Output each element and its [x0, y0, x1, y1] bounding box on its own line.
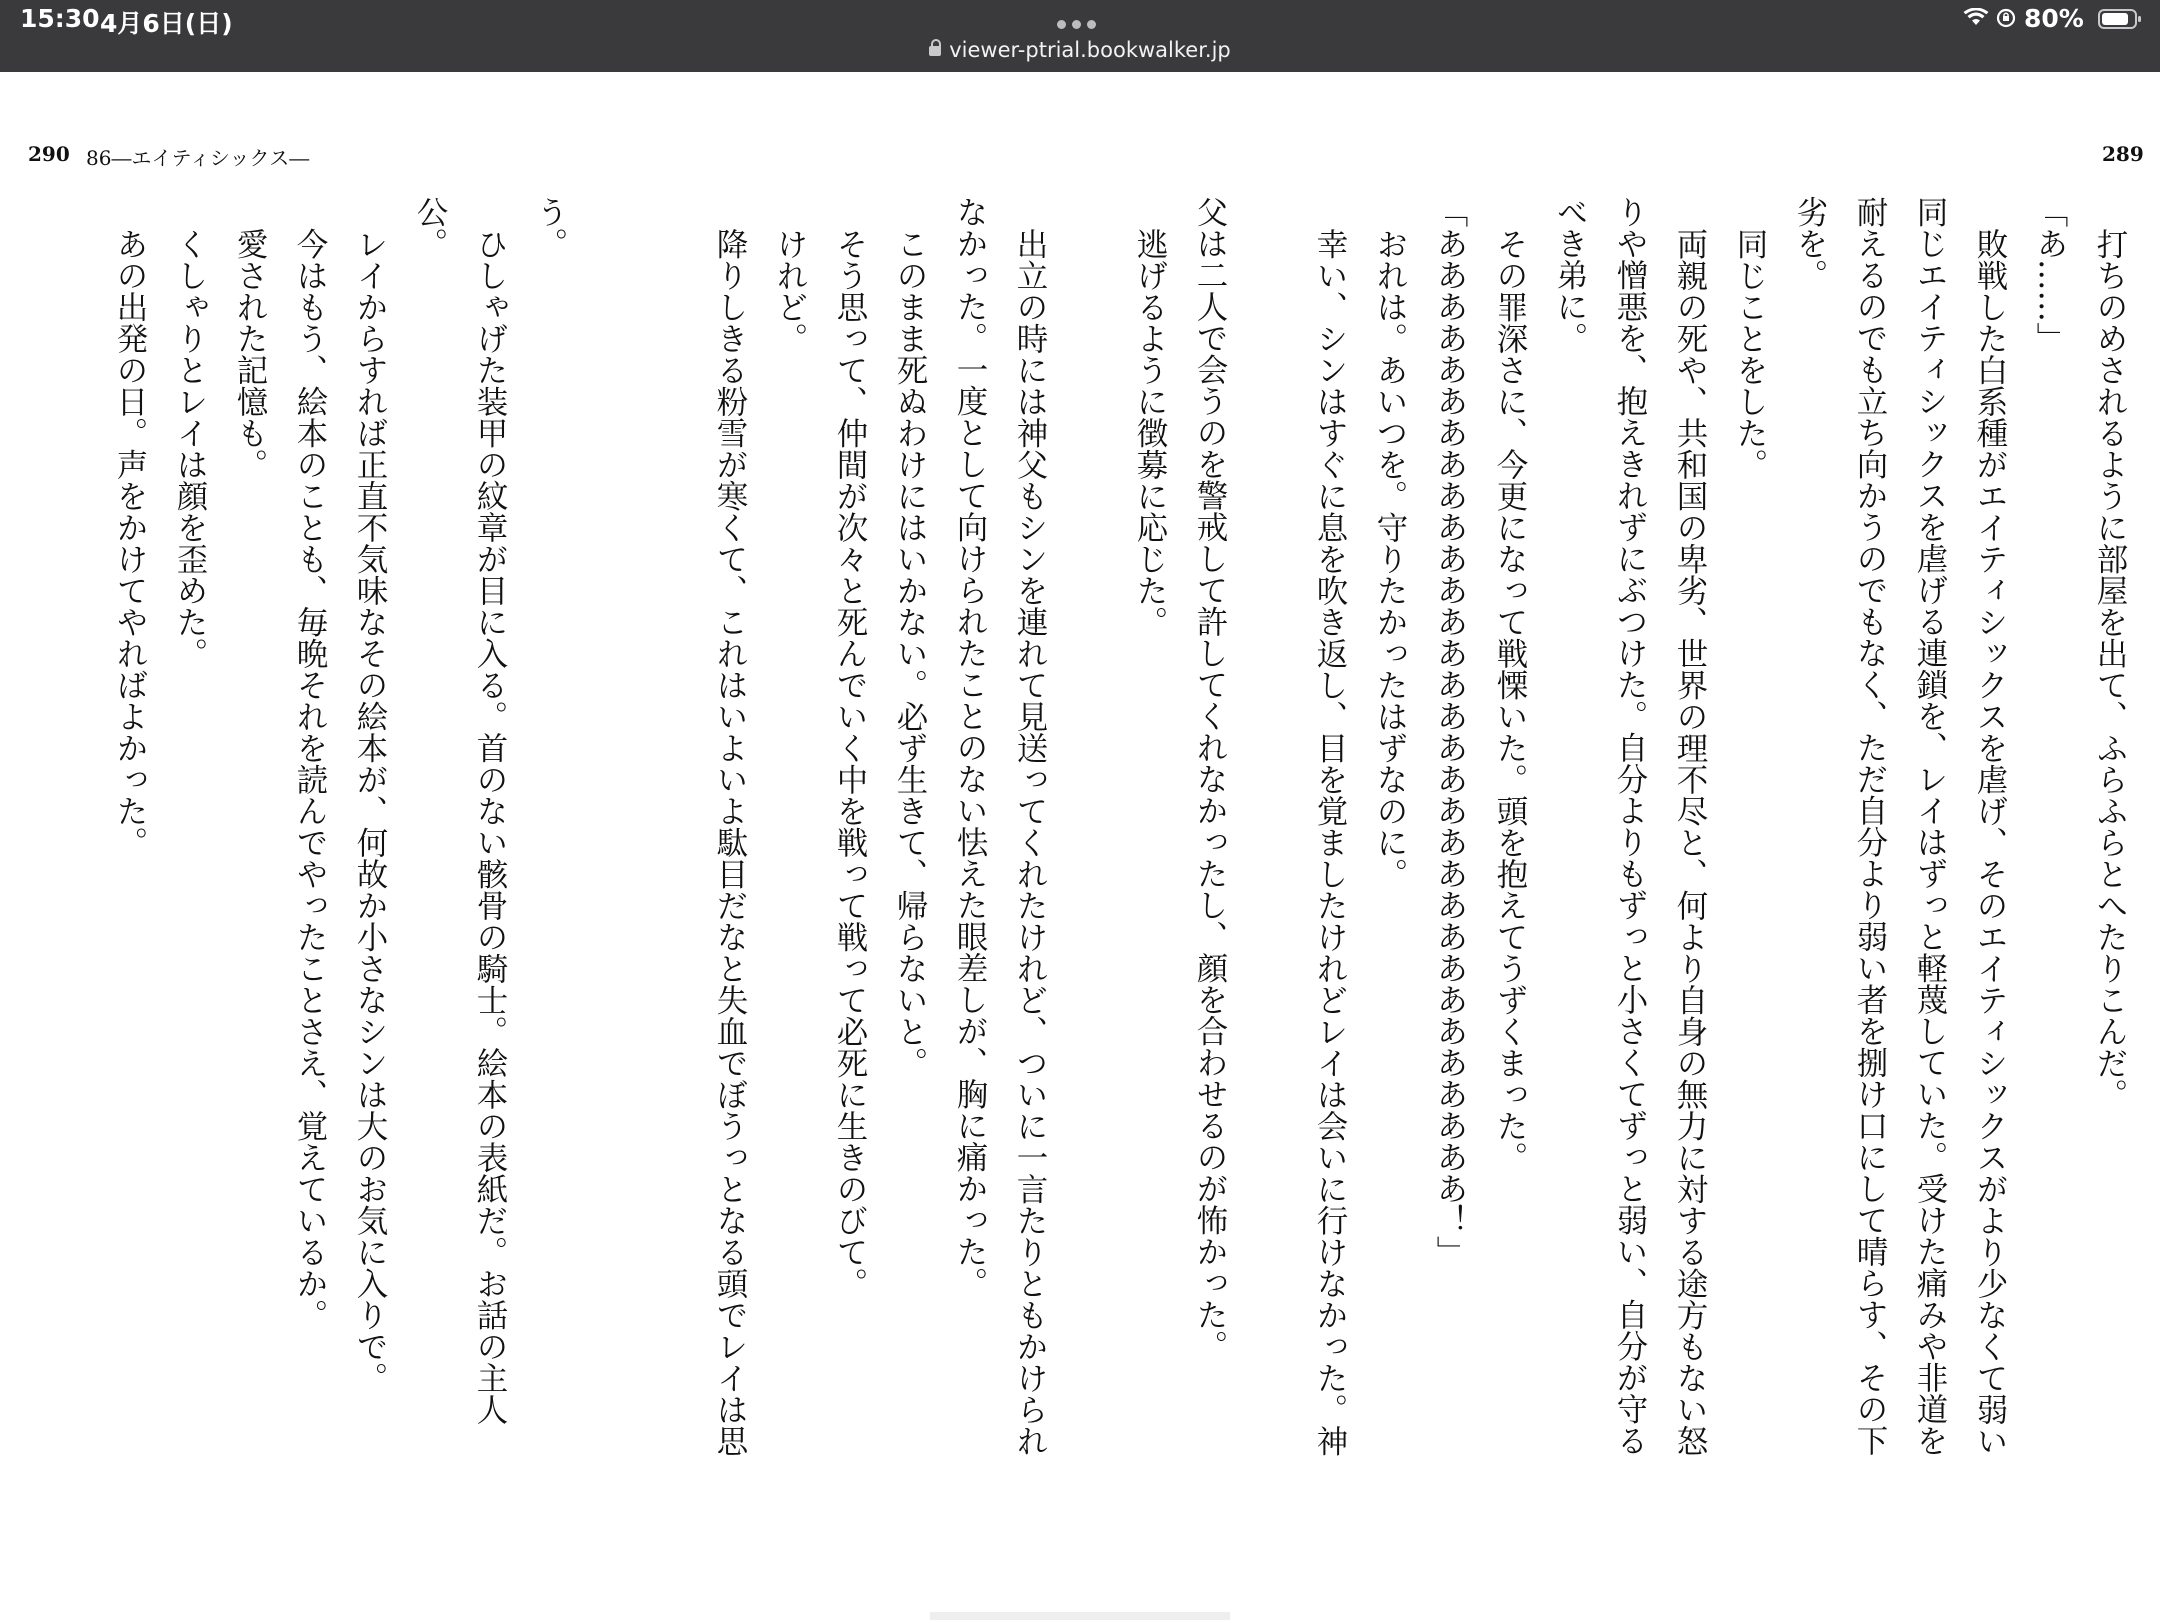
text-line: 「あああああああああああああああああああああああああああああああ！」 — [1432, 196, 1468, 1267]
text-line: 逃げるように徴募に応じた。 — [1132, 227, 1168, 637]
text-line: 今はもう、絵本のことも、毎晩それを読んでやったことさえ、覚えているか。 — [292, 227, 328, 1330]
wifi-icon — [1963, 8, 1989, 26]
status-date: 4月6日(日) — [100, 9, 233, 38]
text-line: なかった。一度として向けられたことのない怯えた眼差しが、胸に痛かった。 — [952, 196, 988, 1299]
text-line: 幸い、シンはすぐに息を吹き返し、目を覚ましたけれどレイは会いに行けなかった。神 — [1312, 227, 1348, 1456]
book-title: 86―エイティシックス― — [86, 146, 310, 170]
text-line: おれは。あいつを。守りたかったはずなのに。 — [1372, 227, 1408, 889]
page-number-left: 290 — [28, 142, 70, 166]
text-line: あの出発の日。声をかけてやればよかった。 — [112, 227, 148, 858]
text-line: レイからすれば正直不気味なその絵本が、何故か小さなシンは大のお気に入りで。 — [352, 227, 388, 1393]
text-line: 劣を。 — [1792, 196, 1828, 291]
text-line: 父は二人で会うのを警戒して許してくれなかったし、顔を合わせるのが怖かった。 — [1192, 196, 1228, 1362]
text-line: 降りしきる粉雪が寒くて、これはいよいよ駄目だなと失血でぼうっとなる頭でレイは思 — [712, 227, 748, 1456]
page-bottom-edge — [930, 1612, 1230, 1620]
text-line: 敗戦した白系種がエイティシックスを虐げ、そのエイティシックスがより少なくて弱い — [1972, 227, 2008, 1456]
text-line: 同じエイティシックスを虐げる連鎖を、レイはずっと軽蔑していた。受けた痛みや非道を — [1912, 196, 1948, 1456]
page-number-right: 289 — [2102, 142, 2144, 166]
rotation-lock-icon — [1996, 8, 2016, 28]
battery-icon — [2098, 9, 2142, 29]
battery-percentage: 80% — [2024, 4, 2084, 33]
text-line: けれど。 — [772, 227, 808, 354]
text-line: 「あ……」 — [2032, 196, 2068, 354]
status-time: 15:30 — [20, 4, 100, 33]
text-line: りや憎悪を、抱えきれずにぶつけた。自分よりもずっと小さくてずっと弱い、自分が守る — [1612, 196, 1648, 1456]
text-line: 両親の死や、共和国の卑劣、世界の理不尽と、何より自身の無力に対する途方もない怒 — [1672, 227, 1708, 1456]
text-line: 打ちのめされるように部屋を出て、ふらふらとへたりこんだ。 — [2092, 227, 2128, 1110]
lock-icon — [929, 46, 941, 56]
address-bar[interactable] — [0, 38, 2160, 62]
text-line: 耐えるのでも立ち向かうのでもなく、ただ自分より弱い者を捌け口にして晴らす、その下 — [1852, 196, 1888, 1456]
text-line: 公。 — [412, 196, 448, 259]
text-line: 同じことをした。 — [1732, 227, 1768, 480]
status-bar — [0, 0, 2160, 72]
text-line: このまま死ぬわけにはいかない。必ず生きて、帰らないと。 — [892, 227, 928, 1078]
text-line: くしゃりとレイは顔を歪めた。 — [172, 227, 208, 669]
text-line: その罪深さに、今更になって戦慄いた。頭を抱えてうずくまった。 — [1492, 227, 1528, 1173]
text-line: 出立の時には神父もシンを連れて見送ってくれたけれど、ついに一言たりともかけられ — [1012, 227, 1048, 1456]
text-line: う。 — [532, 196, 568, 259]
book-text — [40, 196, 2140, 1586]
url-text: viewer-ptrial.bookwalker.jp — [949, 38, 1231, 62]
text-line: べき弟に。 — [1552, 196, 1588, 354]
text-line: ひしゃげた装甲の紋章が目に入る。首のない骸骨の騎士。絵本の表紙だ。お話の主人 — [472, 227, 508, 1425]
multitasking-dots-icon[interactable] — [1057, 14, 1103, 24]
text-line: そう思って、仲間が次々と死んでいく中を戦って戦って必死に生きのびて。 — [832, 227, 868, 1299]
text-line: 愛された記憶も。 — [232, 227, 268, 480]
